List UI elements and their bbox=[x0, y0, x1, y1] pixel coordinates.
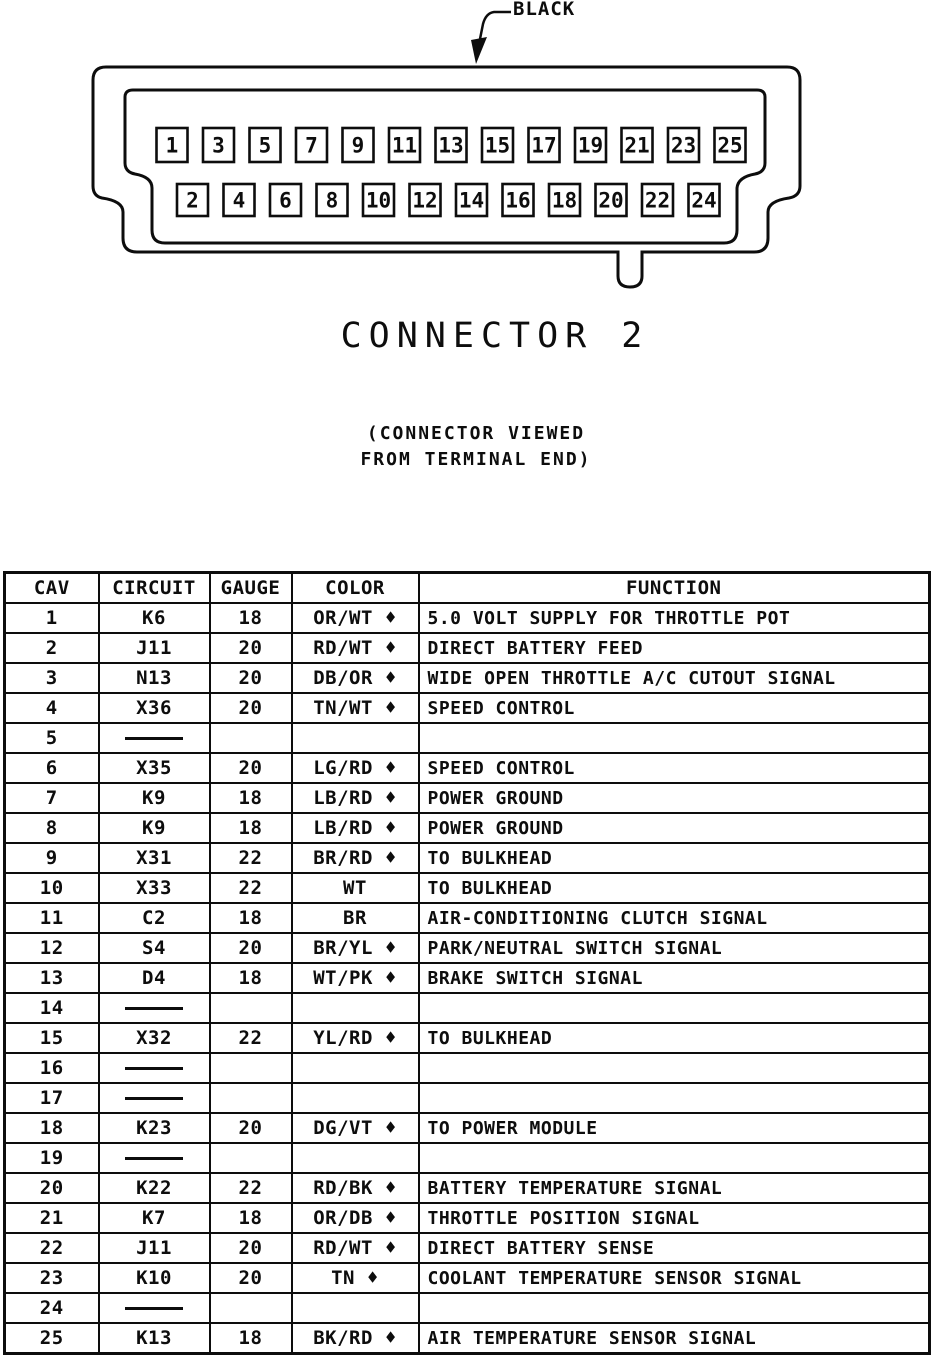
gauge-cell: 20 bbox=[210, 1263, 292, 1293]
connector-inner-cavity bbox=[125, 90, 765, 243]
circuit-cell: K9 bbox=[99, 783, 210, 813]
no-connection-dash bbox=[125, 1067, 183, 1070]
column-header-color: COLOR bbox=[292, 573, 419, 604]
function-cell: THROTTLE POSITION SIGNAL bbox=[419, 1203, 930, 1233]
gauge-cell bbox=[210, 723, 292, 753]
cav-cell: 10 bbox=[5, 873, 99, 903]
pin-number: 22 bbox=[644, 188, 671, 213]
color-cell: LG/RD ♦ bbox=[292, 753, 419, 783]
circuit-cell: J11 bbox=[99, 1233, 210, 1263]
pin-number: 20 bbox=[598, 188, 624, 213]
pin-number: 14 bbox=[458, 188, 485, 213]
cav-cell: 5 bbox=[5, 723, 99, 753]
cav-cell: 1 bbox=[5, 603, 99, 633]
circuit-cell bbox=[99, 1293, 210, 1323]
pin-number: 2 bbox=[186, 188, 199, 213]
function-cell: AIR TEMPERATURE SENSOR SIGNAL bbox=[419, 1323, 930, 1354]
table-row bbox=[5, 873, 930, 903]
color-cell: RD/WT ♦ bbox=[292, 1233, 419, 1263]
cav-cell: 7 bbox=[5, 783, 99, 813]
caption-line-2: FROM TERMINAL END) bbox=[360, 449, 592, 470]
function-cell: COOLANT TEMPERATURE SENSOR SIGNAL bbox=[419, 1263, 930, 1293]
color-cell: LB/RD ♦ bbox=[292, 783, 419, 813]
pinout-table bbox=[3, 571, 931, 1355]
function-cell: DIRECT BATTERY FEED bbox=[419, 633, 930, 663]
color-cell: OR/DB ♦ bbox=[292, 1203, 419, 1233]
circuit-cell: K7 bbox=[99, 1203, 210, 1233]
gauge-cell: 18 bbox=[210, 903, 292, 933]
gauge-cell bbox=[210, 1053, 292, 1083]
pin-number: 6 bbox=[279, 188, 292, 213]
table-row bbox=[5, 1203, 930, 1233]
circuit-cell: C2 bbox=[99, 903, 210, 933]
pin-number: 16 bbox=[505, 188, 531, 213]
pin-number: 18 bbox=[551, 188, 578, 213]
gauge-cell: 22 bbox=[210, 843, 292, 873]
circuit-cell bbox=[99, 1083, 210, 1113]
circuit-cell: S4 bbox=[99, 933, 210, 963]
cav-cell: 3 bbox=[5, 663, 99, 693]
gauge-cell: 22 bbox=[210, 1173, 292, 1203]
connector-outer-shell bbox=[93, 67, 800, 287]
cav-cell: 4 bbox=[5, 693, 99, 723]
no-connection-dash bbox=[125, 1097, 183, 1100]
cav-cell: 25 bbox=[5, 1323, 99, 1354]
color-cell: TN ♦ bbox=[292, 1263, 419, 1293]
column-header-function: FUNCTION bbox=[419, 573, 930, 604]
color-cell bbox=[292, 1293, 419, 1323]
circuit-cell: X36 bbox=[99, 693, 210, 723]
circuit-cell: K22 bbox=[99, 1173, 210, 1203]
table-row bbox=[5, 903, 930, 933]
color-cell: DB/OR ♦ bbox=[292, 663, 419, 693]
no-connection-dash bbox=[125, 1007, 183, 1010]
color-cell: OR/WT ♦ bbox=[292, 603, 419, 633]
function-cell: TO BULKHEAD bbox=[419, 1023, 930, 1053]
pin-number: 24 bbox=[691, 188, 717, 213]
circuit-cell: K6 bbox=[99, 603, 210, 633]
table-row bbox=[5, 1083, 930, 1113]
cav-cell: 8 bbox=[5, 813, 99, 843]
pin-number: 25 bbox=[717, 133, 743, 158]
function-cell: DIRECT BATTERY SENSE bbox=[419, 1233, 930, 1263]
color-cell: TN/WT ♦ bbox=[292, 693, 419, 723]
cav-cell: 6 bbox=[5, 753, 99, 783]
function-cell: TO BULKHEAD bbox=[419, 873, 930, 903]
cav-cell: 24 bbox=[5, 1293, 99, 1323]
table-row bbox=[5, 1023, 930, 1053]
circuit-cell: D4 bbox=[99, 963, 210, 993]
cav-cell: 23 bbox=[5, 1263, 99, 1293]
gauge-cell: 18 bbox=[210, 963, 292, 993]
black-wire-arrowhead-icon bbox=[471, 37, 487, 64]
pin-number: 19 bbox=[577, 133, 604, 158]
table-row bbox=[5, 633, 930, 663]
pinout-table-body bbox=[5, 603, 930, 1354]
table-row bbox=[5, 753, 930, 783]
color-cell: BR/YL ♦ bbox=[292, 933, 419, 963]
color-cell bbox=[292, 723, 419, 753]
color-cell bbox=[292, 1143, 419, 1173]
column-header-cav: CAV bbox=[5, 573, 99, 604]
pin-number: 21 bbox=[624, 133, 650, 158]
circuit-cell: K9 bbox=[99, 813, 210, 843]
cav-cell: 9 bbox=[5, 843, 99, 873]
color-cell: WT/PK ♦ bbox=[292, 963, 419, 993]
function-cell: POWER GROUND bbox=[419, 813, 930, 843]
table-row bbox=[5, 1293, 930, 1323]
cav-cell: 11 bbox=[5, 903, 99, 933]
gauge-cell: 22 bbox=[210, 873, 292, 903]
cav-cell: 22 bbox=[5, 1233, 99, 1263]
column-header-gauge: GAUGE bbox=[210, 573, 292, 604]
function-cell bbox=[419, 1083, 930, 1113]
color-cell: LB/RD ♦ bbox=[292, 813, 419, 843]
cav-cell: 18 bbox=[5, 1113, 99, 1143]
pin-number: 7 bbox=[305, 133, 318, 158]
table-row bbox=[5, 663, 930, 693]
function-cell bbox=[419, 723, 930, 753]
wire-color-label: BLACK bbox=[513, 0, 576, 20]
column-header-circuit: CIRCUIT bbox=[99, 573, 210, 604]
function-cell bbox=[419, 1293, 930, 1323]
pin-number: 9 bbox=[351, 133, 365, 158]
pin-number: 10 bbox=[365, 188, 392, 213]
no-connection-dash bbox=[125, 1157, 183, 1160]
pinout-table-header bbox=[5, 573, 930, 604]
pin-number: 5 bbox=[258, 133, 272, 158]
circuit-cell bbox=[99, 1053, 210, 1083]
cav-cell: 21 bbox=[5, 1203, 99, 1233]
cav-cell: 12 bbox=[5, 933, 99, 963]
circuit-cell: X33 bbox=[99, 873, 210, 903]
header-row bbox=[5, 573, 930, 604]
function-cell: AIR-CONDITIONING CLUTCH SIGNAL bbox=[419, 903, 930, 933]
function-cell bbox=[419, 1143, 930, 1173]
function-cell bbox=[419, 1053, 930, 1083]
pin-number: 11 bbox=[391, 133, 418, 158]
circuit-cell: K13 bbox=[99, 1323, 210, 1354]
circuit-cell: K23 bbox=[99, 1113, 210, 1143]
cav-cell: 15 bbox=[5, 1023, 99, 1053]
table-row bbox=[5, 783, 930, 813]
gauge-cell: 20 bbox=[210, 1113, 292, 1143]
table-row bbox=[5, 813, 930, 843]
circuit-cell: J11 bbox=[99, 633, 210, 663]
pin-number: 23 bbox=[670, 133, 697, 158]
circuit-cell: K10 bbox=[99, 1263, 210, 1293]
no-connection-dash bbox=[125, 737, 183, 740]
function-cell: TO POWER MODULE bbox=[419, 1113, 930, 1143]
color-cell bbox=[292, 1083, 419, 1113]
cav-cell: 16 bbox=[5, 1053, 99, 1083]
table-row bbox=[5, 1173, 930, 1203]
cav-cell: 20 bbox=[5, 1173, 99, 1203]
color-cell: DG/VT ♦ bbox=[292, 1113, 419, 1143]
circuit-cell: X31 bbox=[99, 843, 210, 873]
gauge-cell: 20 bbox=[210, 933, 292, 963]
function-cell: 5.0 VOLT SUPPLY FOR THROTTLE POT bbox=[419, 603, 930, 633]
table-row bbox=[5, 723, 930, 753]
gauge-cell: 18 bbox=[210, 603, 292, 633]
circuit-cell: X35 bbox=[99, 753, 210, 783]
connector-caption bbox=[0, 421, 944, 473]
color-cell: BK/RD ♦ bbox=[292, 1323, 419, 1354]
gauge-cell bbox=[210, 1143, 292, 1173]
gauge-cell bbox=[210, 993, 292, 1023]
color-cell bbox=[292, 1053, 419, 1083]
cav-cell: 13 bbox=[5, 963, 99, 993]
table-row bbox=[5, 1323, 930, 1354]
pin-number: 13 bbox=[438, 133, 464, 158]
pin-number: 15 bbox=[484, 133, 511, 158]
connector-pins bbox=[157, 128, 746, 216]
pin-number: 1 bbox=[165, 133, 179, 158]
circuit-cell: N13 bbox=[99, 663, 210, 693]
circuit-cell bbox=[99, 723, 210, 753]
gauge-cell: 20 bbox=[210, 663, 292, 693]
circuit-cell: X32 bbox=[99, 1023, 210, 1053]
function-cell: WIDE OPEN THROTTLE A/C CUTOUT SIGNAL bbox=[419, 663, 930, 693]
function-cell: POWER GROUND bbox=[419, 783, 930, 813]
gauge-cell: 18 bbox=[210, 1203, 292, 1233]
function-cell: PARK/NEUTRAL SWITCH SIGNAL bbox=[419, 933, 930, 963]
table-row bbox=[5, 843, 930, 873]
circuit-cell bbox=[99, 993, 210, 1023]
color-cell: BR bbox=[292, 903, 419, 933]
function-cell: BRAKE SWITCH SIGNAL bbox=[419, 963, 930, 993]
no-connection-dash bbox=[125, 1307, 183, 1310]
function-cell: TO BULKHEAD bbox=[419, 843, 930, 873]
color-cell: RD/BK ♦ bbox=[292, 1173, 419, 1203]
cav-cell: 14 bbox=[5, 993, 99, 1023]
pin-number: 3 bbox=[212, 133, 225, 158]
table-row bbox=[5, 1113, 930, 1143]
pin-number: 12 bbox=[412, 188, 438, 213]
cav-cell: 17 bbox=[5, 1083, 99, 1113]
table-row bbox=[5, 693, 930, 723]
table-row bbox=[5, 1263, 930, 1293]
table-row bbox=[5, 963, 930, 993]
pin-number: 4 bbox=[232, 188, 246, 213]
color-cell: RD/WT ♦ bbox=[292, 633, 419, 663]
function-cell bbox=[419, 993, 930, 1023]
color-cell: WT bbox=[292, 873, 419, 903]
table-row bbox=[5, 933, 930, 963]
table-row bbox=[5, 603, 930, 633]
gauge-cell bbox=[210, 1083, 292, 1113]
connector-diagram bbox=[0, 0, 944, 420]
color-cell bbox=[292, 993, 419, 1023]
function-cell: SPEED CONTROL bbox=[419, 753, 930, 783]
circuit-cell bbox=[99, 1143, 210, 1173]
function-cell: BATTERY TEMPERATURE SIGNAL bbox=[419, 1173, 930, 1203]
table-row bbox=[5, 1053, 930, 1083]
cav-cell: 2 bbox=[5, 633, 99, 663]
cav-cell: 19 bbox=[5, 1143, 99, 1173]
pin-number: 8 bbox=[325, 188, 339, 213]
gauge-cell: 20 bbox=[210, 753, 292, 783]
color-cell: YL/RD ♦ bbox=[292, 1023, 419, 1053]
gauge-cell: 18 bbox=[210, 1323, 292, 1354]
table-row bbox=[5, 1143, 930, 1173]
caption-line-1: (CONNECTOR VIEWED bbox=[366, 423, 586, 444]
gauge-cell: 20 bbox=[210, 633, 292, 663]
table-row bbox=[5, 1233, 930, 1263]
gauge-cell: 22 bbox=[210, 1023, 292, 1053]
color-cell: BR/RD ♦ bbox=[292, 843, 419, 873]
function-cell: SPEED CONTROL bbox=[419, 693, 930, 723]
pin-number: 17 bbox=[531, 133, 557, 158]
gauge-cell: 20 bbox=[210, 1233, 292, 1263]
gauge-cell: 18 bbox=[210, 783, 292, 813]
gauge-cell: 20 bbox=[210, 693, 292, 723]
gauge-cell: 18 bbox=[210, 813, 292, 843]
connector-title: CONNECTOR 2 bbox=[340, 316, 650, 356]
gauge-cell bbox=[210, 1293, 292, 1323]
table-row bbox=[5, 993, 930, 1023]
